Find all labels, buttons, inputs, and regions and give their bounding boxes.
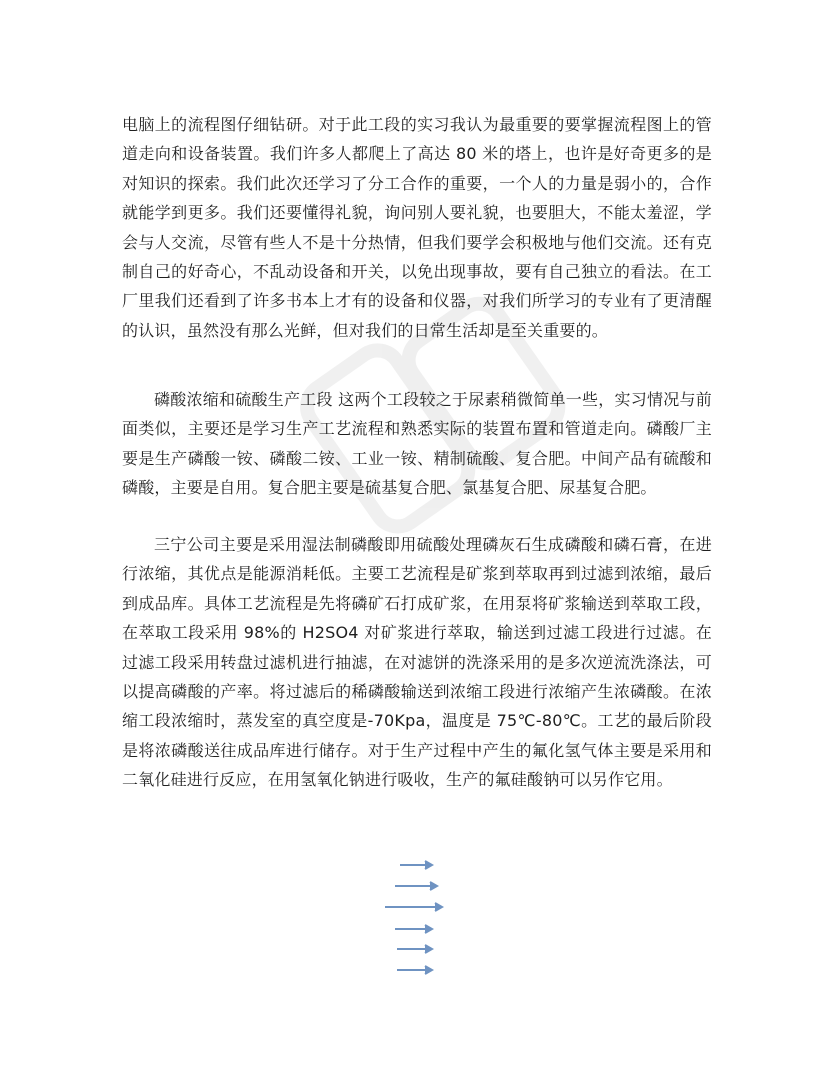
right-arrow-icon (397, 966, 432, 974)
arrow-figure (380, 855, 460, 985)
paragraph-2: 磷酸浓缩和硫酸生产工段 这两个工段较之于尿素稍微简单一些，实习情况与前面类似，主要还是学习生产工艺流程和熟悉实际的装置布置和管道走向。磷酸厂主要是生产磷酸一铵、磷酸二铵、工业一铵、精制硫酸、复合肥。中间产品有硫酸和磷酸，主要是自用。复合肥主要是硫基复合肥、氯基复合肥、尿基复合肥。 (122, 390, 712, 498)
paragraph-3: 三宁公司主要是采用湿法制磷酸即用硫酸处理磷灰石生成磷酸和磷石膏，在进行浓缩，其优点是能源消耗低。主要工艺流程是矿浆到萃取再到过滤到浓缩，最后到成品库。具体工艺流程是先将磷矿石打成矿浆，在用泵将矿浆输送到萃取工段，在萃取工段采用 98%的 H2SO4 对矿浆进行萃取，输送到过滤工段进行过滤。在过滤工段采用转盘过滤机进行抽滤，在对滤饼的洗涤采用的是多次逆流洗涤法，可以提高磷酸的产率。将过滤后的稀磷酸输送到浓缩工段进行浓缩产生浓磷酸。在浓缩工段浓缩时，蒸发室的真空度是-70Kpa，温度是 75℃-80℃。工艺的最后阶段是将浓磷酸送往成品库进行储存。对于生产过程中产生的氟化氢气体主要是采用和二氧化硅进行反应，在用氢氧化钠进行吸收，生产的氟硅酸钠可以另作它用。 (122, 535, 712, 790)
right-arrow-icon (395, 925, 432, 933)
right-arrow-icon (400, 861, 432, 869)
right-arrow-icon (395, 882, 437, 890)
right-arrow-icon (385, 903, 442, 911)
paragraph-1: 电脑上的流程图仔细钻研。对于此工段的实习我认为最重要的要掌握流程图上的管道走向和设备装置。我们许多人都爬上了高达 80 米的塔上，也许是好奇更多的是对知识的探索。我们此次还学习了分工合作的重要，一个人的力量是弱小的，合作就能学到更多。我们还要懂得礼貌，询问别人要礼貌，也要胆大，不能太羞涩，学会与人交流，尽管有些人不是十分热情，但我们要学会积极地与他们交流。还有克制自己的好奇心，不乱动设备和开关，以免出现事故，要有自己独立的看法。在工厂里我们还看到了许多书本上才有的设备和仪器，对我们所学习的专业有了更清醒的认识，虽然没有那么光鲜，但对我们的日常生活却是至关重要的。 (122, 115, 712, 340)
arrow-figure-svg (380, 855, 460, 985)
right-arrow-icon (397, 945, 432, 953)
